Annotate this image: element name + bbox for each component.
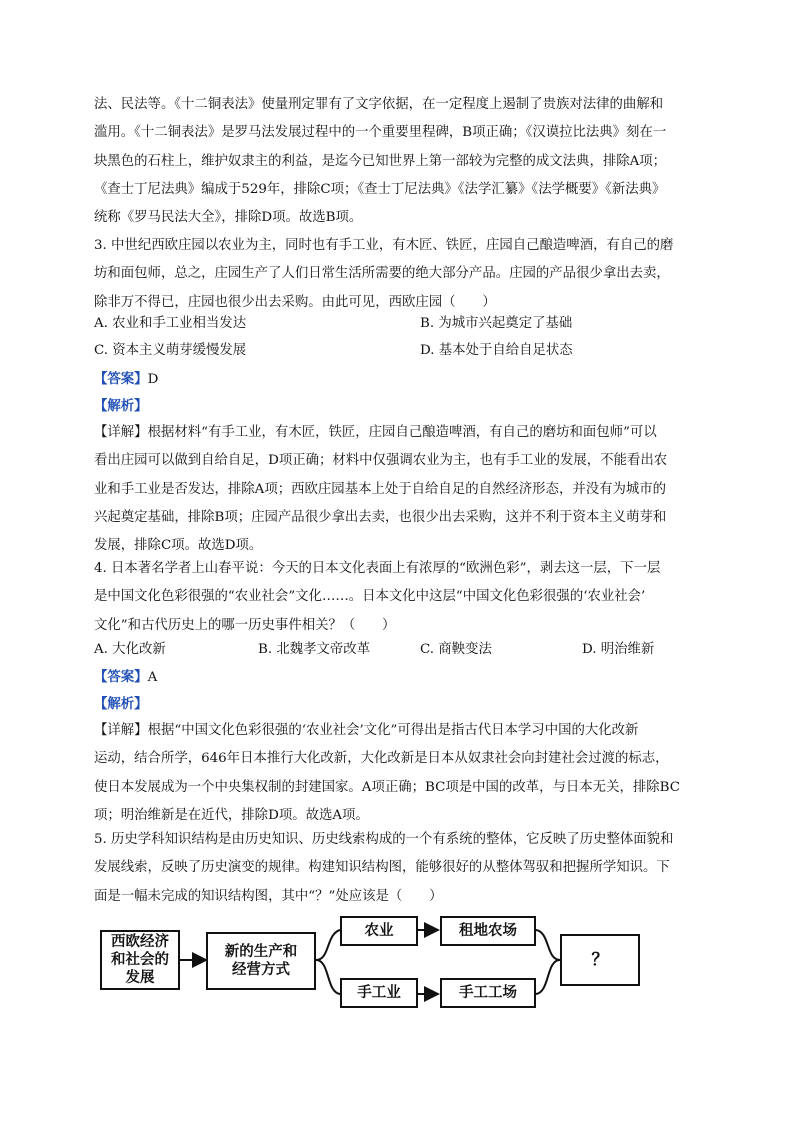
box-line: 和社会的 bbox=[111, 952, 169, 968]
box-new-production-mode bbox=[206, 932, 316, 990]
text-line: 统称《罗马民法大全》，排除D项。故选B项。 bbox=[94, 210, 363, 226]
question-4-stem bbox=[94, 555, 706, 640]
fork-up-line bbox=[316, 930, 340, 960]
text-line: 发展线索，反映了历史演变的规律。构建知识结构图，能够很好的从整体驾驭和把握所学知识。下 bbox=[94, 860, 670, 876]
text-line: 《查士丁尼法典》编成于529年，排除C项；《查士丁尼法典》《法学汇纂》《法学概要》《新法典》 bbox=[94, 181, 666, 197]
q4-option-d: D. 明治维新 bbox=[582, 642, 655, 657]
box-leased-farm: 租地农场 bbox=[440, 916, 536, 946]
q3-option-b: B. 为城市兴起奠定了基础 bbox=[420, 316, 573, 331]
q4-option-a: A. 大化改新 bbox=[94, 642, 166, 657]
text-line: 4. 日本著名学者上山春平说：今天的日本文化表面上有浓厚的“欧洲色彩”，剥去这一层，下一层 bbox=[94, 561, 661, 576]
box-western-europe-development bbox=[100, 930, 180, 990]
q3-analysis-line bbox=[94, 392, 706, 420]
q3-option-a: A. 农业和手工业相当发达 bbox=[94, 316, 247, 331]
text-line: 运动，结合所学，646年日本推行大化改新，大化改新是日本从奴隶社会向封建社会过渡的标志， bbox=[94, 751, 669, 767]
answer-tag: 【答案】 bbox=[94, 371, 148, 387]
merge-up-line bbox=[536, 930, 560, 960]
analysis-tag: 【解析】 bbox=[94, 696, 148, 712]
text-line: 项；明治维新是在近代，排除D项。故选A项。 bbox=[94, 807, 369, 823]
q3-answer-line bbox=[94, 365, 706, 393]
text-line: 看出庄园可以做到自给自足，D项正确；材料中仅强调农业为主，也有手工业的发展，不能看出农 bbox=[94, 453, 668, 469]
answer-tag: 【答案】 bbox=[94, 669, 148, 685]
text-line: 3. 中世纪西欧庄园以农业为主，同时也有手工业，有木匠、铁匠，庄园自己酿造啤酒，有自己的磨 bbox=[94, 238, 674, 253]
box-agriculture: 农业 bbox=[340, 916, 418, 946]
text-line: 根据材料“有手工业，有木匠，铁匠，庄园自己酿造啤酒，有自己的磨坊和面包师”可以 bbox=[147, 425, 657, 440]
text-line: 坊和面包师，总之，庄园生产了人们日常生活所需要的绝大部分产品。庄园的产品很少拿出去卖， bbox=[94, 266, 670, 282]
box-handicraft: 手工业 bbox=[340, 978, 418, 1008]
answer-continuation-paragraph bbox=[94, 91, 706, 232]
analysis-tag: 【解析】 bbox=[94, 398, 148, 414]
text-line: 根据“中国文化色彩很强的‘农业社会’文化”可得出是指古代日本学习中国的大化改新 bbox=[147, 723, 639, 738]
text-line: 除非万不得已，庄园也很少出去采购。由此可见，西欧庄园（ ） bbox=[94, 294, 496, 310]
q3-option-c: C. 资本主义萌芽缓慢发展 bbox=[94, 343, 247, 358]
q3-detail bbox=[94, 419, 706, 560]
q4-option-b: B. 北魏孝文帝改革 bbox=[258, 642, 371, 657]
text-line: 5. 历史学科知识结构是由历史知识、历史线索构成的一个有系统的整体，它反映了历史整体面貌和 bbox=[94, 832, 674, 847]
text-line: 使日本发展成为一个中央集权制的封建国家。A项正确；BC项是中国的改革，与日本无关，排除BC bbox=[94, 779, 680, 795]
box-workshop: 手工工场 bbox=[440, 978, 536, 1008]
text-line: 块黑色的石柱上，维护奴隶主的利益，是迄今已知世界上第一部较为完整的成文法典，排除A项； bbox=[94, 153, 667, 169]
detail-tag: 【详解】 bbox=[94, 723, 148, 738]
merge-down-line bbox=[536, 960, 560, 994]
box-line: 发展 bbox=[125, 970, 155, 986]
text-line: 是中国文化色彩很强的“农业社会”文化……。日本文化中这层“中国文化色彩很强的‘农业社会’ bbox=[94, 589, 646, 605]
box-line: 新的生产和 bbox=[224, 944, 298, 960]
text-line: 兴起奠定基础，排除B项；庄园产品很少拿出去卖，也很少出去采购，这并不利于资本主义萌芽和 bbox=[94, 509, 667, 525]
text-line: 面是一幅未完成的知识结构图，其中“？”处应该是（ ） bbox=[94, 888, 443, 904]
fork-down-line bbox=[316, 960, 340, 994]
q4-analysis-line bbox=[94, 690, 706, 718]
box-line: 西欧经济 bbox=[111, 934, 169, 950]
box-line: 经营方式 bbox=[232, 962, 290, 978]
text-line: 法、民法等。《十二铜表法》使量刑定罪有了文字依据，在一定程度上遏制了贵族对法律的曲解和 bbox=[94, 97, 664, 112]
detail-tag: 【详解】 bbox=[94, 425, 148, 440]
q4-answer-line bbox=[94, 663, 706, 691]
question-5-stem bbox=[94, 826, 706, 911]
text-line: 滥用。《十二铜表法》是罗马法发展过程中的一个重要里程碑，B项正确；《汉谟拉比法典》刻在一 bbox=[94, 125, 667, 141]
q4-option-c: C. 商鞅变法 bbox=[420, 642, 492, 657]
answer-value: A bbox=[147, 670, 158, 685]
question-3-stem bbox=[94, 232, 706, 317]
text-line: 文化”和古代历史上的哪一历史事件相关？（ ） bbox=[94, 617, 396, 633]
text-line: 发展，排除C项。故选D项。 bbox=[94, 538, 263, 554]
answer-value: D bbox=[147, 372, 159, 387]
box-unknown: ？ bbox=[560, 934, 640, 986]
text-line: 业和手工业是否发达，排除A项；西欧庄园基本上处于自给自足的自然经济形态，并没有为城市的 bbox=[94, 481, 667, 497]
q4-detail bbox=[94, 717, 706, 830]
q3-option-d: D. 基本处于自给自足状态 bbox=[420, 343, 573, 358]
knowledge-structure-diagram bbox=[94, 912, 654, 1012]
